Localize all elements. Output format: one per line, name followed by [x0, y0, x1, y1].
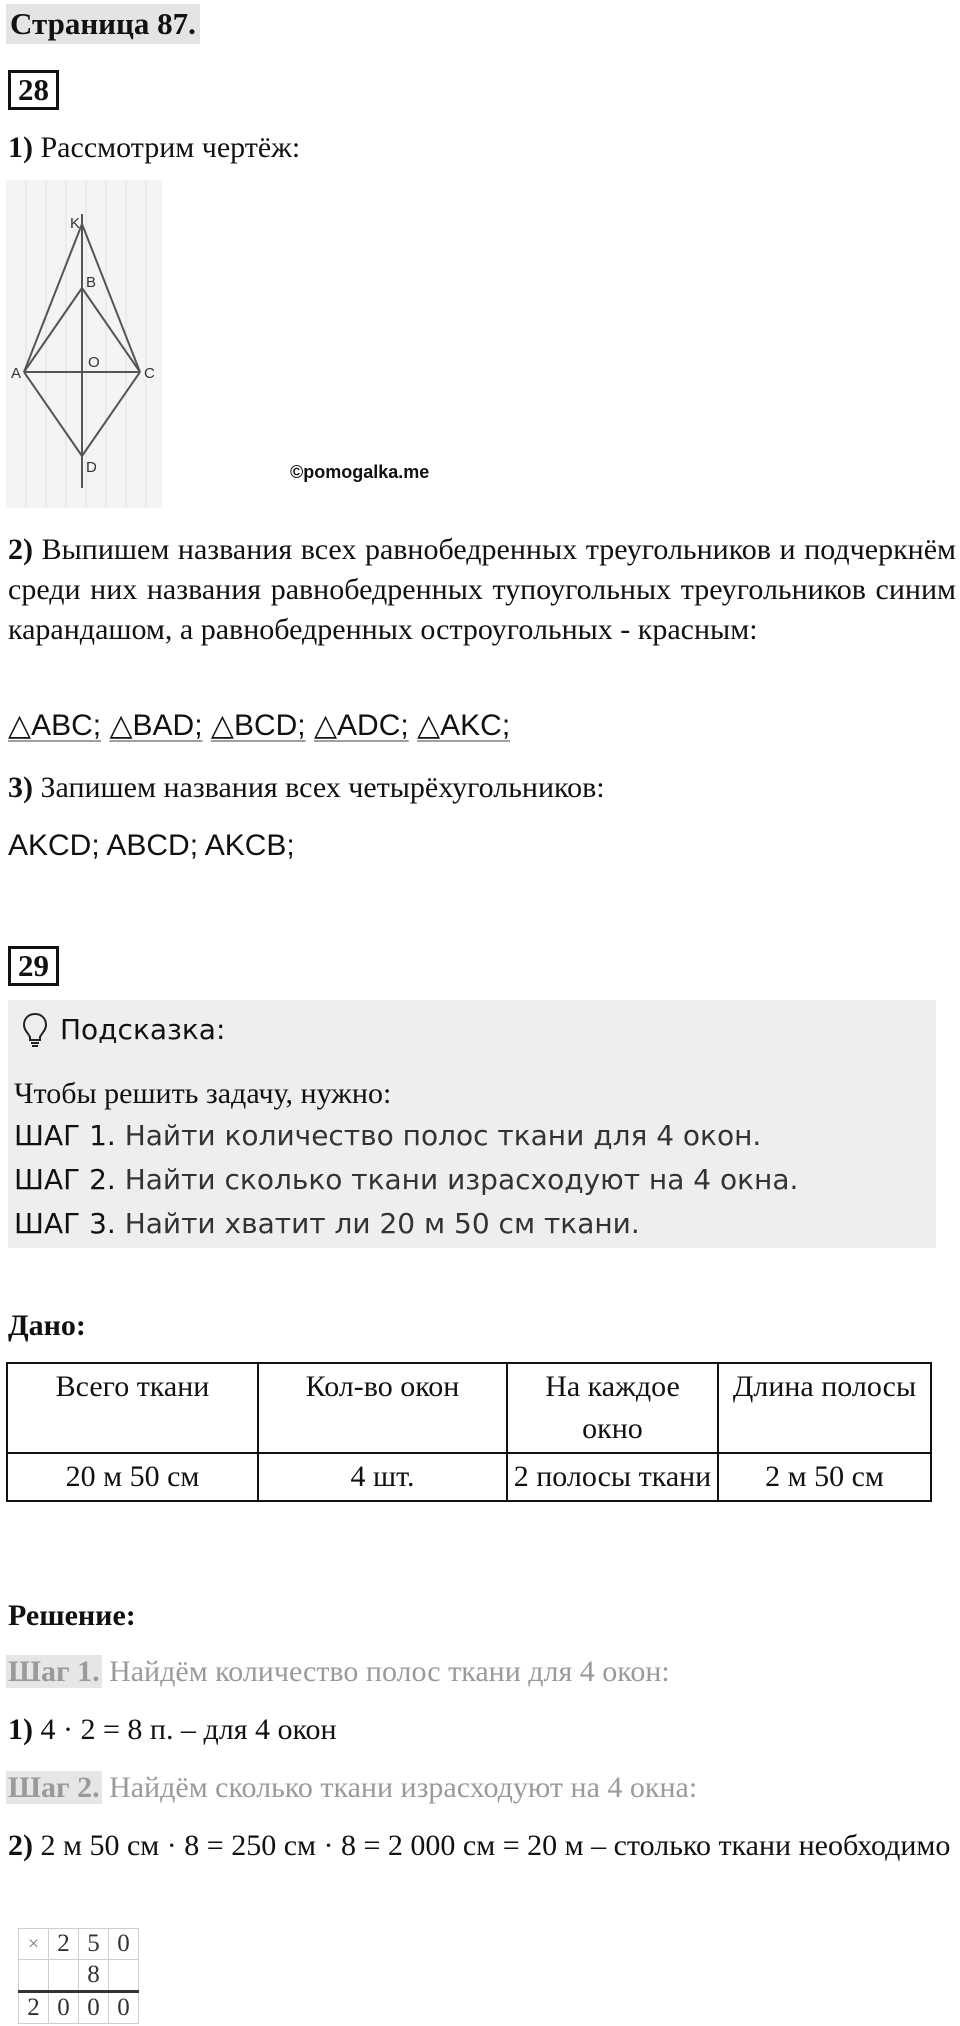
table-cell: 2 м 50 см: [718, 1453, 931, 1501]
hint-step-text: Найти количество полос ткани для 4 окон.: [124, 1119, 762, 1152]
mult-digit: 0: [109, 1992, 139, 2024]
mult-digit: 8: [79, 1960, 109, 1992]
step-heading-text: Найдём сколько ткани израсходуют на 4 окна:: [109, 1771, 698, 1804]
task28-step1: [8, 128, 300, 168]
lightbulb-icon: [22, 1012, 48, 1053]
step-tag: Шаг 1.: [8, 1655, 100, 1688]
mult-digit: 0: [79, 1992, 109, 2024]
task28-step3: [8, 768, 605, 808]
watermark: ©pomogalka.me: [290, 462, 430, 482]
calc-line-1: [8, 1710, 337, 1750]
label-d: D: [86, 459, 97, 476]
mult-digit: 0: [109, 1929, 139, 1960]
step-number: 2): [8, 1829, 33, 1862]
given-title: Дано:: [8, 1309, 86, 1342]
step-text: Рассмотрим чертёж:: [40, 131, 301, 164]
label-a: A: [11, 365, 22, 382]
page-title: Страница 87.: [6, 4, 200, 44]
solution-step-heading: [6, 1652, 670, 1692]
mult-digit: 0: [49, 1992, 79, 2024]
step-number: 1): [8, 131, 33, 164]
hint-box: [8, 1000, 936, 1248]
table-row: [7, 1453, 931, 1501]
calc-text: 4 · 2 = 8 п. – для 4 окон: [40, 1713, 337, 1746]
hint-step-text: Найти сколько ткани израсходуют на 4 окна.: [124, 1163, 799, 1196]
step-number: 1): [8, 1713, 33, 1746]
task-number-29: 29: [8, 946, 59, 986]
triangle-list: [8, 706, 510, 746]
column-multiplication: [18, 1928, 139, 2024]
table-header-cell: Всего ткани: [7, 1363, 258, 1453]
mult-digit: 5: [79, 1929, 109, 1960]
table-cell: 2 полосы ткани: [507, 1453, 718, 1501]
label-o: O: [88, 354, 100, 371]
calc-text: 2 м 50 см · 8 = 250 см · 8 = 2 000 см = 20 м – столько ткани необходимо: [40, 1829, 951, 1862]
triangle-item: △AKC;: [417, 709, 511, 742]
hint-step: [14, 1160, 798, 1200]
hint-title: Подсказка:: [60, 1013, 226, 1046]
table-header-cell: На каждое окно: [507, 1363, 718, 1453]
triangle-item: △ABC;: [8, 709, 102, 742]
mult-digit: 2: [49, 1929, 79, 1960]
solution-step-heading: [6, 1768, 697, 1808]
calc-line-2: [8, 1826, 956, 1866]
triangle-item: △ADC;: [313, 709, 409, 742]
quadrilateral-list: AKCD; ABCD; AKCB;: [8, 829, 295, 862]
step-number: 2): [8, 533, 33, 566]
hint-step-tag: ШАГ 2.: [14, 1163, 116, 1196]
triangle-item: △BCD;: [210, 709, 306, 742]
label-k: K: [70, 215, 81, 232]
hint-step-tag: ШАГ 1.: [14, 1119, 116, 1152]
hint-step-text: Найти хватит ли 20 м 50 см ткани.: [124, 1207, 640, 1240]
step-number: 3): [8, 771, 33, 804]
table-cell: 20 м 50 см: [7, 1453, 258, 1501]
hint-step-tag: ШАГ 3.: [14, 1207, 116, 1240]
step-text: Запишем названия всех четырёхугольников:: [40, 771, 605, 804]
step-text: Выпишем названия всех равнобедренных треугольников и подчеркнём среди них названия равнобедренных тупоугольных треугольников синим карандашом, а равнобедренных остроугольных - красным:: [8, 533, 956, 646]
geometry-figure: [6, 180, 162, 508]
table-header-row: [7, 1363, 931, 1453]
task-number-28: 28: [8, 70, 59, 110]
hint-step: [14, 1204, 640, 1244]
table-header-cell: Длина полосы: [718, 1363, 931, 1453]
step-heading-text: Найдём количество полос ткани для 4 окон:: [109, 1655, 670, 1688]
step-tag: Шаг 2.: [8, 1771, 100, 1804]
label-c: C: [144, 365, 155, 382]
label-b: B: [86, 274, 97, 291]
hint-intro: Чтобы решить задачу, нужно:: [14, 1077, 392, 1110]
solution-title: Решение:: [8, 1599, 136, 1632]
given-table: [6, 1362, 932, 1502]
hint-step: [14, 1116, 761, 1156]
mult-digit: 2: [19, 1992, 49, 2024]
figure-svg: [6, 180, 162, 508]
task28-step2: [8, 530, 956, 650]
table-cell: 4 шт.: [258, 1453, 507, 1501]
table-header-cell: Кол-во окон: [258, 1363, 507, 1453]
mult-sign: ×: [19, 1929, 49, 1960]
triangle-item: △BAD;: [109, 709, 203, 742]
